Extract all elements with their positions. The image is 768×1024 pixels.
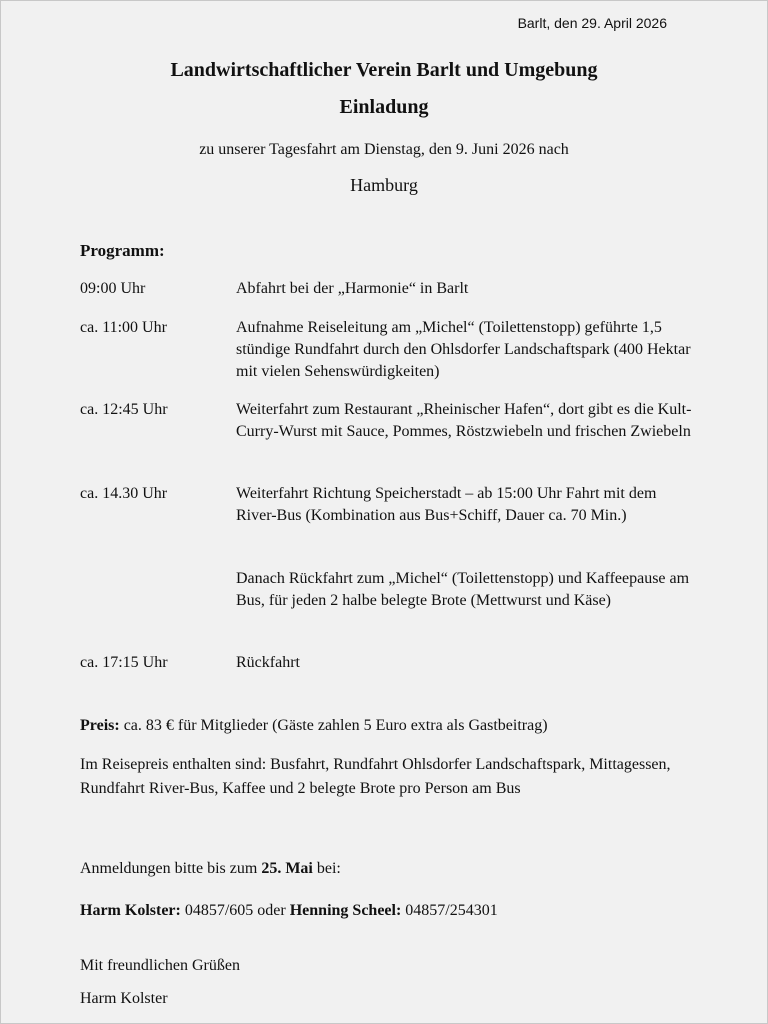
price-label: Preis: [80,717,120,734]
price-included: Im Reisepreis enthalten sind: Busfahrt, Rundfahrt Ohlsdorfer Landschaftspark, Mittagessen, Rundfahrt River-Bus, Kaffee und 2 belegte Brote pro Person am Bus [80,756,671,797]
trip-intro: zu unserer Tagesfahrt am Dienstag, den 9. Juni 2026 nach [199,141,569,158]
registration-text: Anmeldungen bitte bis zum [80,860,262,877]
contact-line [80,899,680,923]
closing-signature: Harm Kolster [80,990,168,1007]
program-description: Weiterfahrt Richtung Speicherstadt – ab 15:00 Uhr Fahrt mit dem River-Bus (Kombination aus Bus+Schiff, Dauer ca. 70 Min.) [236,485,657,524]
program-time: 09:00 Uhr [80,280,146,297]
contact1-name: Harm Kolster: [80,902,181,919]
contact1-phone: 04857/605 oder [180,902,290,919]
registration-line [80,857,680,881]
program-description: Weiterfahrt zum Restaurant „Rheinischer Hafen“, dort gibt es die Kult-Curry-Wurst mit Sauce, Pommes, Röstzwiebeln und frischen Zwiebeln [236,401,692,440]
program-description: Danach Rückfahrt zum „Michel“ (Toilettenstopp) und Kaffeepause am Bus, für jeden 2 halbe belegte Brote (Mettwurst und Käse) [236,570,690,609]
program-description: Rückfahrt [236,654,300,671]
closing-greeting: Mit freundlichen Grüßen [80,957,240,974]
program-time: ca. 17:15 Uhr [80,654,168,671]
registration-deadline: 25. Mai [261,860,313,877]
price-line [80,714,680,738]
trip-destination: Hamburg [350,175,418,195]
invitation-heading: Einladung [339,96,429,118]
program-time: ca. 14.30 Uhr [80,485,168,502]
contact2-phone: 04857/254301 [401,902,498,919]
price-text: ca. 83 € für Mitglieder (Gäste zahlen 5 Euro extra als Gastbeitrag) [119,717,548,734]
program-description: Aufnahme Reiseleitung am „Michel“ (Toilettenstopp) geführte 1,5 stündige Rundfahrt durch den Ohlsdorfer Landschaftspark (400 Hektar mit vielen Sehenswürdigkeiten) [236,319,691,380]
contact2-name: Henning Scheel: [289,902,402,919]
organization-title: Landwirtschaftlicher Verein Barlt und Umgebung [170,59,598,81]
registration-text-after: bei: [312,860,341,877]
program-time: ca. 12:45 Uhr [80,401,168,418]
program-time: ca. 11:00 Uhr [80,319,167,336]
program-description: Abfahrt bei der „Harmonie“ in Barlt [236,280,469,297]
program-heading: Programm: [80,241,165,260]
date-line: Barlt, den 29. April 2026 [517,15,667,31]
